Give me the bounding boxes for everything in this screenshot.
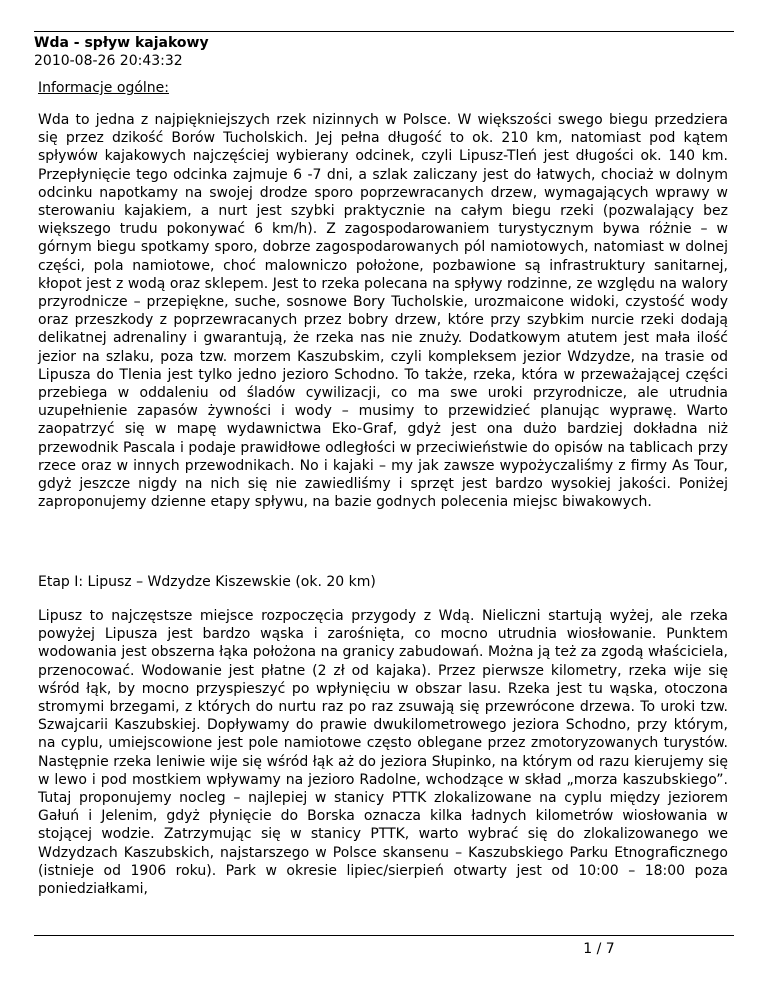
general-info-heading: Informacje ogólne:: [38, 80, 169, 96]
document-title: Wda - spływ kajakowy: [34, 35, 209, 51]
header-divider: [34, 31, 734, 32]
general-info-paragraph: Wda to jedna z najpiękniejszych rzek nizinnych w Polsce. W większości swego biegu przedziera się przez dzikość Borów Tucholskich. Jej pełna długość to ok. 210 km, natomiast pod kątem spływów kajakowych najczęściej wybierany odcinek, czyli Lipusz-Tleń jest długości ok. 140 km. Przepłynięcie tego odcinka zajmuje 6 -7 dni, a szlak zaliczany jest do łatwych, chociaż w dolnym odcinku napotkamy na swojej drodze sporo poprzewracanych drzew, wymagających wprawy w sterowaniu kajakiem, a nurt jest szybki praktycznie na całym biegu rzeki (pozwalający bez większego trudu pokonywać 6 km/h). Z zagospodarowaniem turystycznym bywa różnie – w górnym biegu spotkamy sporo, dobrze zagospodarowanych pól namiotowych, natomiast w dolnej części, pola namiotowe, choć malowniczo położone, pozbawione są infrastruktury sanitarnej, kłopot jest z wodą oraz sklepem. Jest to rzeka polecana na spływy rodzinne, ze względu na walory przyrodnicze – przepiękne, suche, sosnowe Bory Tucholskie, urozmaicone widoki, czystość wody oraz przeszkody z poprzewracanych przez bobry drzew, które przy szybkim nurcie rzeki dodają delikatnej adrenaliny i gwarantują, że rzeka nas nie znuży. Dodatkowym atutem jest mała ilość jezior na szlaku, poza tzw. morzem Kaszubskim, czyli kompleksem jezior Wdzydze, na trasie od Lipusza do Tlenia jest tylko jedno jezioro Schodno. To także, rzeka, która w przeważającej części przebiega w oddaleniu od śladów cywilizacji, co ma swe uroki przyrodnicze, ale utrudnia uzupełnienie zapasów żywności i wody – musimy to przewidzieć planując wyprawę. Warto zaopatrzyć się w mapę wydawnictwa Eko-Graf, gdyż jest ona dużo bardziej dokładna niż przewodnik Pascala i podaje prawidłowe odległości w przeciwieństwie do opisów na tablicach przy rzece oraz w innych przewodnikach. No i kajaki – my jak zawsze wypożyczaliśmy z firmy As Tour, gdyż jeszcze nigdy na nich się nie zawiedliśmy i sprzęt jest bardzo wysokiej jakości. Poniżej zaproponujemy dzienne etapy spływu, na bazie godnych polecenia miejsc biwakowych.: [38, 112, 728, 511]
stage-1-heading: Etap I: Lipusz – Wdzydze Kiszewskie (ok. 20 km): [38, 574, 376, 590]
page-number: 1 / 7: [583, 941, 615, 957]
footer-divider: [34, 935, 734, 936]
document-date: 2010-08-26 20:43:32: [34, 53, 183, 69]
stage-1-paragraph: Lipusz to najczęstsze miejsce rozpoczęcia przygody z Wdą. Nieliczni startują wyżej, ale rzeka powyżej Lipusza jest bardzo wąska i zarośnięta, co mocno utrudnia wiosłowanie. Punktem wodowania jest obszerna łąka położona na granicy zabudowań. Można ją też za zgodą właściciela, przenocować. Wodowanie jest płatne (2 zł od kajaka). Przez pierwsze kilometry, rzeka wije się wśród łąk, by mocno przyspieszyć po wpłynięciu w obszar lasu. Rzeka jest tu wąska, otoczona stromymi brzegami, z których do nurtu raz po raz zsuwają się przewrócone drzewa. To uroki tzw. Szwajcarii Kaszubskiej. Dopływamy do prawie dwukilometrowego jeziora Schodno, przy którym, na cyplu, umiejscowione jest pole namiotowe często oblegane przez zmotoryzowanych turystów. Następnie rzeka leniwie wije się wśród łąk aż do jeziora Słupinko, na którym od razu kierujemy się w lewo i pod mostkiem wpływamy na jezioro Radolne, wchodzące w skład „morza kaszubskiego”. Tutaj proponujemy nocleg – najlepiej w stanicy PTTK zlokalizowane na cyplu między jeziorem Gałuń i Jelenim, gdyż płynięcie do Borska oznacza kilka ładnych kilometrów wiosłowania w stojącej wodzie. Zatrzymując się w stanicy PTTK, warto wybrać się do zlokalizowanego we Wdzydzach Kaszubskich, najstarszego w Polsce skansenu – Kaszubskiego Parku Etnograficznego (istnieje od 1906 roku). Park w okresie lipiec/sierpień otwarty jest od 10:00 – 18:00 poza poniedziałkami,: [38, 608, 728, 898]
